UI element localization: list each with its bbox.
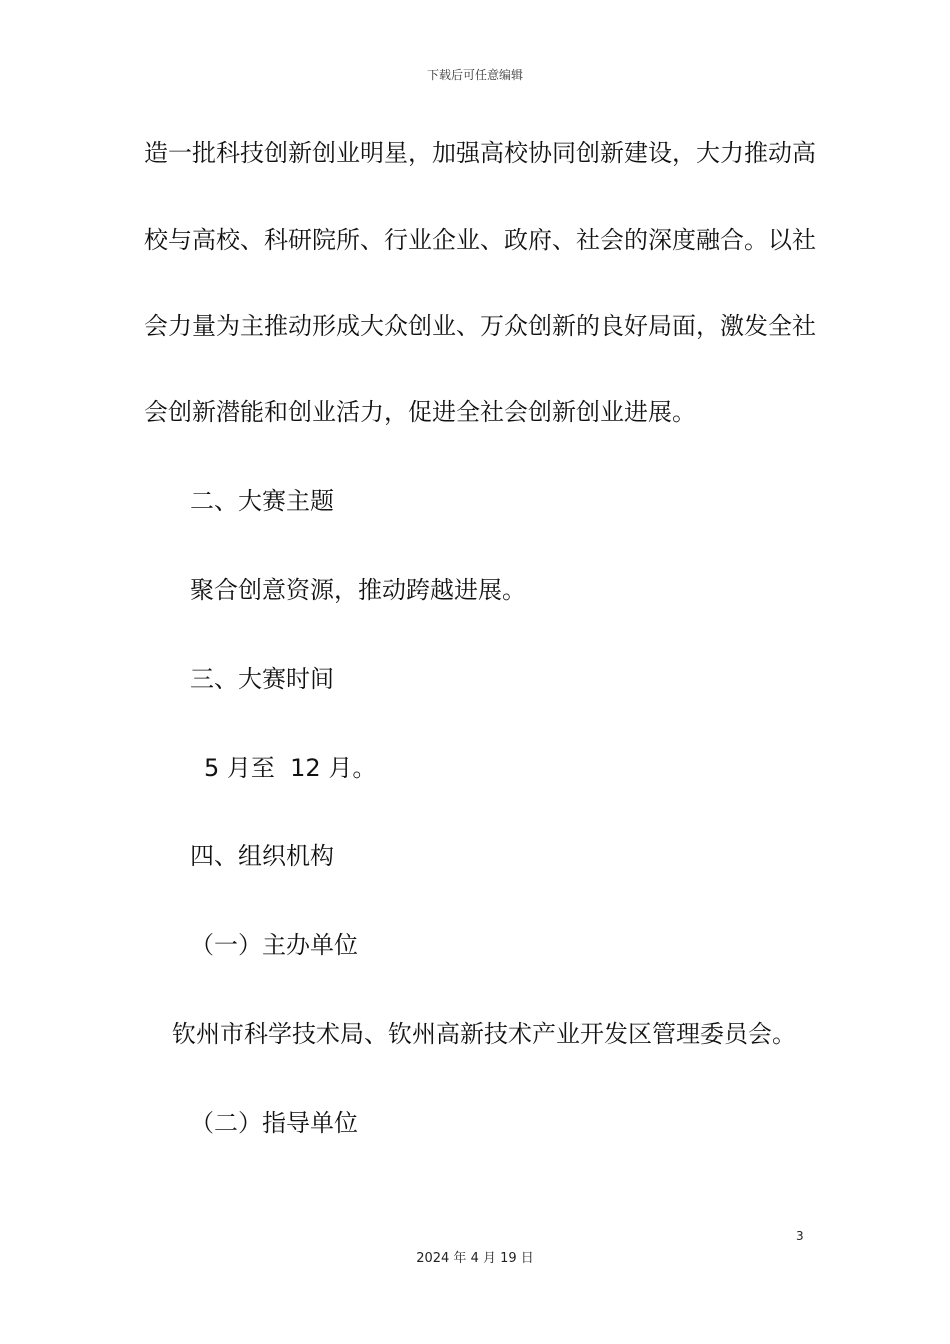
section-heading-organization: 四、组织机构 — [190, 842, 334, 870]
body-line-1: 造一批科技创新创业明星，加强高校协同创新建设，大力推动高 — [144, 139, 816, 167]
section-text-theme: 聚合创意资源，推动跨越进展。 — [190, 576, 526, 604]
body-line-2: 校与高校、科研院所、行业企业、政府、社会的深度融合。以社 — [144, 226, 816, 254]
footer-date: 2024 年 4 月 19 日 — [416, 1251, 534, 1266]
page-number: 3 — [796, 1229, 804, 1243]
section-heading-time: 三、大赛时间 — [190, 665, 334, 693]
subsection-heading-guide: （二）指导单位 — [190, 1109, 358, 1137]
body-line-4: 会创新潜能和创业活力，促进全社会创新创业进展。 — [144, 398, 696, 426]
subsection-text-host: 钦州市科学技术局、钦州高新技术产业开发区管理委员会。 — [172, 1020, 796, 1048]
header-note: 下载后可任意编辑 — [426, 68, 523, 82]
subsection-heading-host: （一）主办单位 — [190, 931, 358, 959]
body-line-3: 会力量为主推动形成大众创业、万众创新的良好局面，激发全社 — [144, 312, 816, 340]
section-heading-theme: 二、大赛主题 — [190, 487, 334, 515]
section-text-time: 5 月至 12 月。 — [204, 754, 377, 782]
